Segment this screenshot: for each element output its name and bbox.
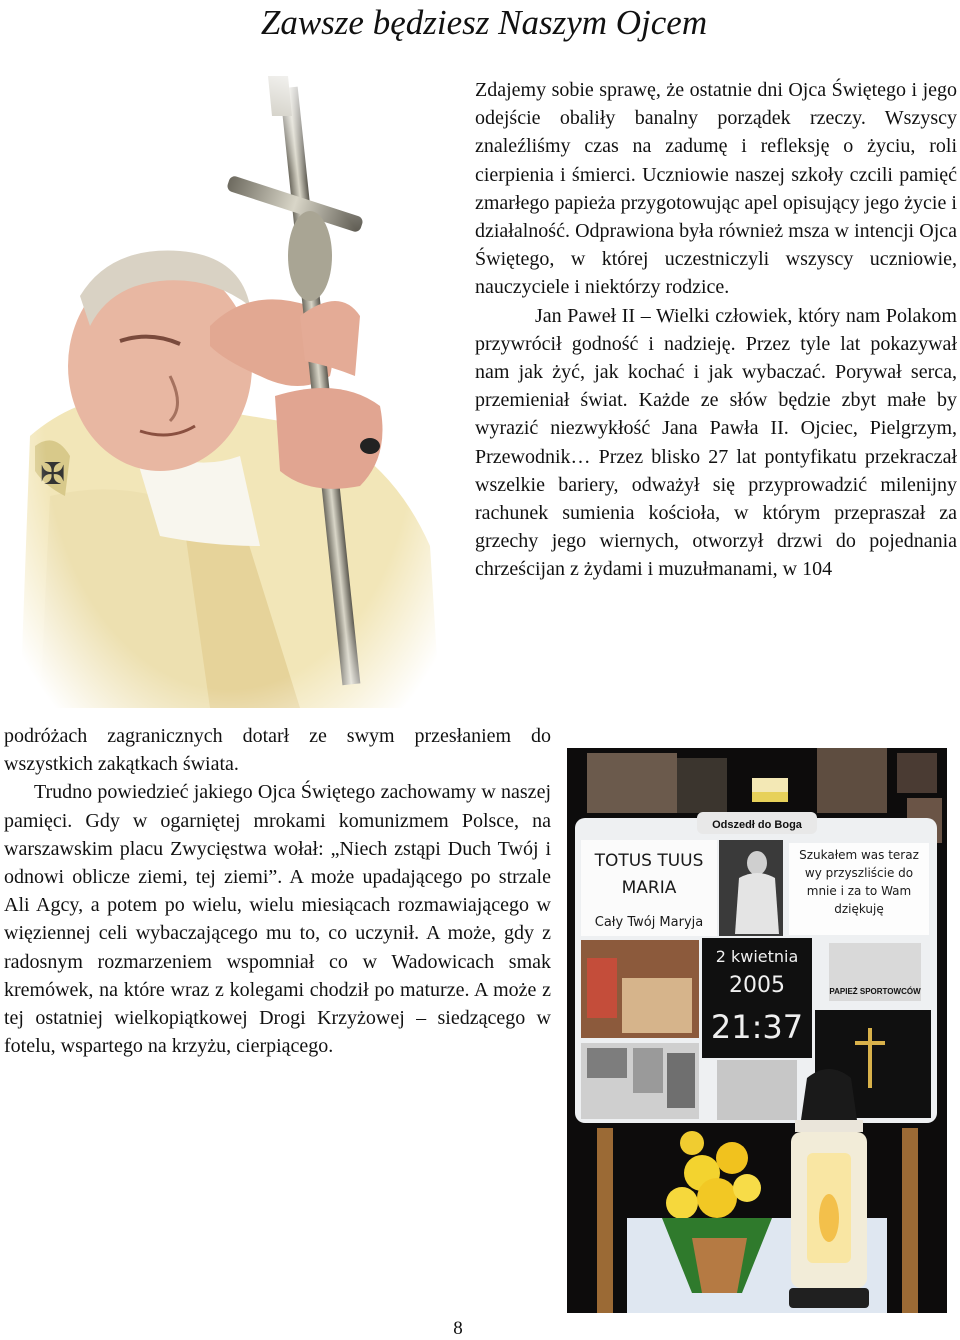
- paragraph: Trudno powiedzieć jakiego Ojca Świętego zachowamy w naszej pamięci. Gdy w ogarniętej mrokami komunizmem Polsce, na warszawskim placu Zwycięstwa wołał: „Niech zstąpi Duch Twój i odnowi oblicze ziemi, tej ziemi”. A może upadającego po strzale Ali Agcy, a potem po wielu, wielu miesiącach rozmawiającego w więziennej celi wybaczającego mu to, co uczynił. A może, gdy z radosnym rozmarzeniem wspomniał co w Wadowicach smak kremówek, na które wraz z kolegami chodził po maturze. A może z tej ostatniej wielkopiątkowej Drogi Krzyżowej – siedzącego w fotelu, wspartego na krzyżu, cierpiącego.: [4, 781, 551, 1058]
- paragraph: Jan Paweł II – Wielki człowiek, który nam Polakom przywrócił godność i nadzieję. Przez tyle lat pokazywał nam jak żyć, jak kochać i jak wybaczać. Porywał serca, przemieniał świat. Każde ze słów będzie zbyt małe by wyrazić niezwykłość Jana Pawła II. Ojciec, Pielgrzym, Przewodnik… Przez blisko 27 lat pontyfikatu przekraczał wszelkie bariery, odważył się przyprowadzić milenijny rachunek sumienia kościoła, w którym przepraszał za grzechy jego wiernych, otworzył drzwi do pojednania chrześcijan z żydami i muzułmanami, w 104: [475, 304, 957, 581]
- year-text: 2005: [729, 973, 785, 998]
- pope-portrait-photo: [10, 76, 450, 708]
- paragraph: podróżach zagranicznych dotarł ze swym przesłaniem do wszystkich zakątkach świata.: [4, 725, 551, 776]
- memorial-board-photo: [567, 748, 947, 1313]
- page-title: Zawsze będziesz Naszym Ojcem: [260, 3, 708, 42]
- page-number: 8: [453, 1318, 463, 1339]
- note-maria: MARIA: [621, 878, 677, 898]
- left-column: [4, 722, 551, 1060]
- note-caly-twoj: Cały Twój Maryja: [594, 915, 704, 930]
- paragraph: Zdajemy sobie sprawę, że ostatnie dni Ojca Świętego i jego odejście obaliły banalny porządek rzeczy. Wszyscy znaleźliśmy czas na zadumę i refleksję o życiu, roli cierpienia i śmierci. Uczniowie naszej szkoły czcili pamięć zmarłego papieża przygotowując apel opisujący jego życie i działalność. Odprawiona była również msza w intencji Ojca Świętego, w której uczestniczyli wszyscy uczniowie, nauczyciele i niektórzy rodzice.: [475, 79, 957, 299]
- note-szukalem: Szukałem was teraz wy przyszliście do mnie i za to Wam dziękuję: [799, 848, 919, 916]
- board-title: Odszedł do Boga: [712, 819, 802, 831]
- date-text: 2 kwietnia: [715, 947, 799, 966]
- time-text: 21:37: [710, 1008, 804, 1046]
- right-column: [475, 76, 957, 584]
- note-totus-tuus: TOTUS TUUS: [594, 851, 704, 871]
- flag-icon: [752, 778, 788, 792]
- sports-label: PAPIEŻ SPORTOWCÓW: [829, 987, 921, 996]
